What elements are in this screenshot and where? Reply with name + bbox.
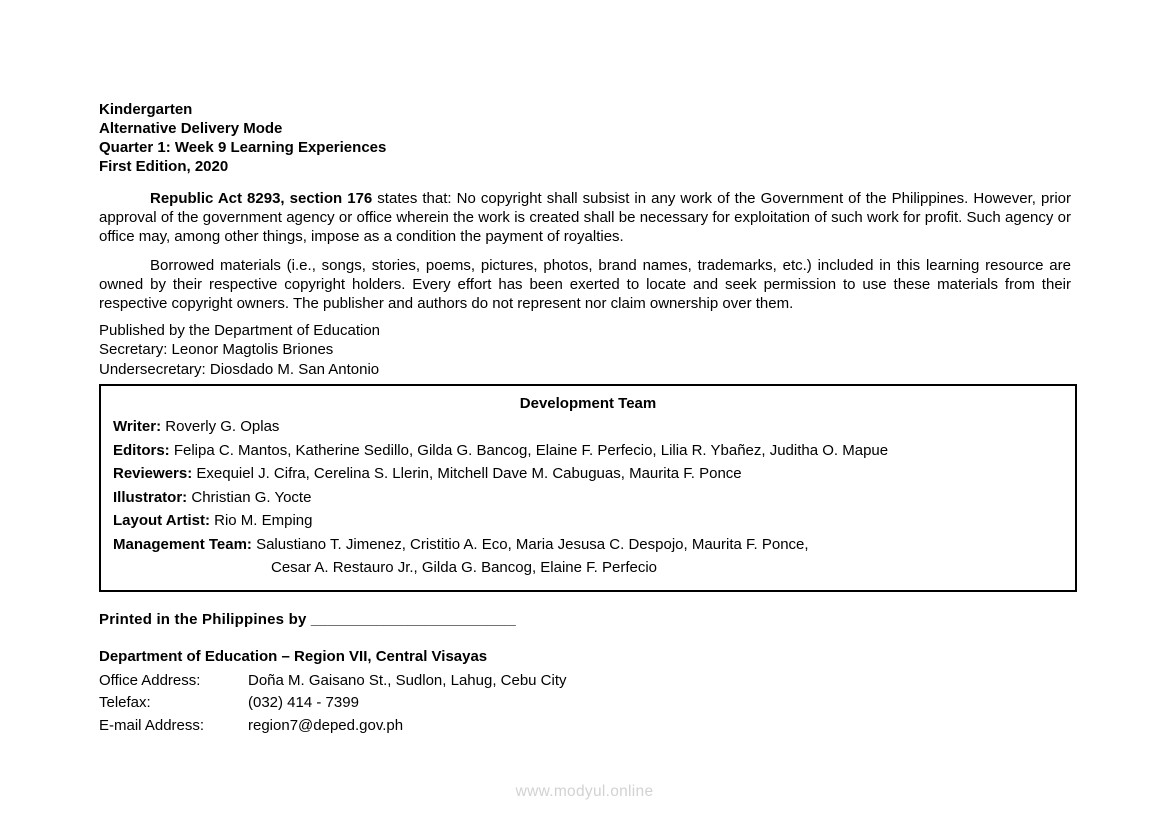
email-row bbox=[99, 715, 1071, 738]
reviewers-value: Exequiel J. Cifra, Cerelina S. Llerin, Mitchell Dave M. Cabuguas, Maurita F. Ponce bbox=[192, 465, 742, 483]
management-team-value: Salustiano T. Jimenez, Cristitio A. Eco, Maria Jesusa C. Despojo, Maurita F. Ponce, bbox=[251, 535, 809, 553]
telefax-row bbox=[99, 692, 1071, 715]
layout-artist-label: Layout Artist: bbox=[113, 512, 210, 530]
telefax-label: Telefax: bbox=[99, 694, 151, 712]
undersecretary-line: Undersecretary: Diosdado M. San Antonio bbox=[99, 360, 380, 378]
secretary-line: Secretary: Leonor Magtolis Briones bbox=[99, 341, 334, 359]
email-value: region7@deped.gov.ph bbox=[248, 716, 404, 734]
email-label: E-mail Address: bbox=[99, 716, 205, 734]
printed-in-philippines-line bbox=[99, 610, 1071, 629]
devteam-row-management-team bbox=[113, 533, 1063, 557]
module-grade-level: Kindergarten bbox=[99, 101, 193, 118]
writer-value: Roverly G. Oplas bbox=[161, 418, 280, 436]
development-team-box bbox=[99, 384, 1077, 592]
layout-artist-value: Rio M. Emping bbox=[209, 512, 313, 530]
management-team-label: Management Team: bbox=[113, 535, 252, 553]
illustrator-value: Christian G. Yocte bbox=[187, 488, 312, 506]
devteam-row-reviewers bbox=[113, 462, 1063, 486]
editors-value: Felipa C. Mantos, Katherine Sedillo, Gilda G. Bancog, Elaine F. Perfecio, Lilia R. Ybañez, Juditha O. Mapue bbox=[169, 441, 889, 459]
publisher-block bbox=[99, 321, 1071, 379]
devteam-row-layout-artist bbox=[113, 509, 1063, 533]
management-team-value-line2: Cesar A. Restauro Jr., Gilda G. Bancog, Elaine F. Perfecio bbox=[271, 559, 658, 577]
borrowed-materials-paragraph: Borrowed materials (i.e., songs, stories, poems, pictures, photos, brand names, trademarks, etc.) included in this learning resource are owned by their respective copyright holders. Every effort has been exerted to locate and seek permission to use these materials from their respective copyright owners. The publisher and authors do not represent nor claim ownership over them. bbox=[99, 256, 1071, 313]
office-address-value: Doña M. Gaisano St., Sudlon, Lahug, Cebu City bbox=[248, 671, 567, 689]
telefax-value: (032) 414 - 7399 bbox=[248, 694, 359, 712]
module-edition: First Edition, 2020 bbox=[99, 158, 229, 175]
devteam-row-writer bbox=[113, 415, 1063, 439]
office-address-row bbox=[99, 670, 1071, 693]
module-delivery-mode: Alternative Delivery Mode bbox=[99, 120, 283, 137]
module-quarter-title: Quarter 1: Week 9 Learning Experiences bbox=[99, 139, 387, 156]
office-address-label: Office Address: bbox=[99, 671, 201, 689]
copyright-act-paragraph bbox=[99, 189, 1071, 247]
printed-label: Printed in the Philippines by bbox=[99, 610, 311, 628]
module-title-block bbox=[99, 100, 1071, 176]
republic-act-body: states that: No copyright shall subsist in any work of the Government of the Philippines. However, prior approval of the government agency or office wherein the work is created shall be necessary for exploitation of such work for profit. Such agency or office may, among other things, impose as a condition the payment of royalties. bbox=[99, 190, 1071, 246]
watermark: www.modyul.online bbox=[515, 783, 654, 800]
document-page bbox=[99, 0, 1071, 737]
writer-label: Writer: bbox=[113, 418, 162, 436]
region-office-title: Department of Education – Region VII, Central Visayas bbox=[99, 647, 488, 665]
printed-blank-line: ________________________ bbox=[310, 610, 516, 628]
illustrator-label: Illustrator: bbox=[113, 488, 188, 506]
development-team-title: Development Team bbox=[519, 394, 657, 412]
republic-act-lead: Republic Act 8293, section 176 bbox=[150, 190, 373, 207]
reviewers-label: Reviewers: bbox=[113, 465, 193, 483]
published-by-line: Published by the Department of Education bbox=[99, 322, 381, 340]
devteam-row-illustrator bbox=[113, 486, 1063, 510]
devteam-row-editors bbox=[113, 439, 1063, 463]
editors-label: Editors: bbox=[113, 441, 170, 459]
region-office-block bbox=[99, 647, 1071, 738]
